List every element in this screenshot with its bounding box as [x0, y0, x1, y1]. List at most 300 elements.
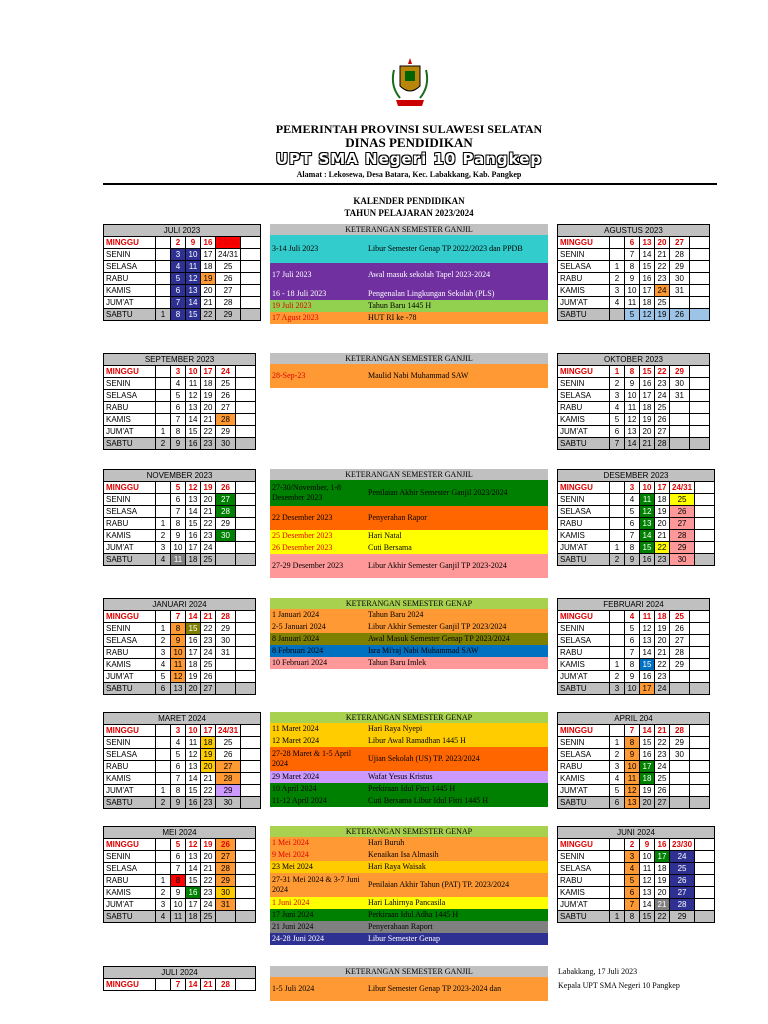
date-cell	[156, 273, 171, 285]
event-row	[270, 621, 548, 633]
date-cell: 25	[670, 863, 695, 875]
date-cell: 16	[186, 635, 201, 647]
date-cell: 12	[186, 749, 201, 761]
event-date: 21 Juni 2024	[270, 921, 366, 933]
event-description: Tahun Baru 2024	[366, 609, 548, 621]
event-description: HUT RI ke -78	[366, 312, 548, 324]
event-table	[270, 598, 548, 669]
day-name: KAMIS	[558, 887, 610, 899]
date-cell	[690, 438, 710, 450]
date-cell: 19	[655, 506, 670, 518]
event-date: 1 Januari 2024	[270, 609, 366, 621]
day-name: SELASA	[558, 261, 610, 273]
date-cell: 23	[201, 635, 216, 647]
event-description: Libur Semester Genap	[366, 933, 548, 945]
date-cell: 10	[171, 647, 186, 659]
date-cell: 30	[216, 635, 236, 647]
date-cell: 30	[216, 530, 236, 542]
calendar-year: TAHUN PELAJARAN 2023/2024	[344, 208, 474, 218]
date-cell	[236, 494, 256, 506]
date-cell: 20	[640, 797, 655, 809]
day-name: JUM'AT	[104, 297, 156, 309]
date-cell: 9	[625, 671, 640, 683]
date-cell	[610, 518, 625, 530]
day-name: KAMIS	[104, 659, 156, 671]
date-cell: 11	[625, 773, 640, 785]
date-cell: 21	[655, 899, 670, 911]
event-table-title: KETERANGAN SEMESTER GANJIL	[270, 224, 548, 235]
day-name: SENIN	[104, 851, 156, 863]
date-cell: 20	[201, 494, 216, 506]
date-cell: 9	[186, 237, 201, 249]
event-description: Perkiraan Idul Fitri 1445 H	[366, 783, 548, 795]
date-cell: 11	[171, 554, 186, 566]
event-description: Hari Raya Nyepi	[366, 723, 548, 735]
event-description: Hari Buruh	[366, 837, 548, 849]
date-cell: 13	[640, 887, 655, 899]
date-cell: 6	[171, 851, 186, 863]
date-cell	[695, 530, 715, 542]
event-table-title: KETERANGAN SEMESTER GENAP	[270, 826, 548, 837]
date-cell: 28	[670, 249, 690, 261]
date-cell: 13	[186, 494, 201, 506]
event-table	[270, 826, 548, 945]
date-cell: 16	[640, 749, 655, 761]
month-title: JULI 2023	[104, 225, 261, 237]
date-cell	[241, 237, 261, 249]
event-date: 17 Juni 2024	[270, 909, 366, 921]
date-cell	[236, 875, 256, 887]
date-cell: 8	[171, 875, 186, 887]
event-row	[270, 364, 548, 388]
event-row	[270, 657, 548, 669]
date-cell: 19	[201, 273, 216, 285]
day-name: KAMIS	[104, 530, 156, 542]
date-cell: 12	[640, 506, 655, 518]
date-cell: 22	[201, 309, 216, 321]
date-cell: 2	[156, 438, 171, 450]
day-name: JUM'AT	[104, 542, 156, 554]
date-cell: 16	[655, 839, 670, 851]
date-cell: 18	[640, 297, 655, 309]
date-cell: 3	[610, 683, 625, 695]
date-cell	[610, 863, 625, 875]
date-cell: 7	[171, 297, 186, 309]
month-table	[103, 224, 261, 321]
date-cell	[610, 839, 625, 851]
date-cell: 21	[655, 530, 670, 542]
date-cell: 3	[156, 647, 171, 659]
date-cell	[695, 911, 715, 923]
event-date: 19 Juli 2023	[270, 300, 366, 312]
date-cell: 21	[201, 979, 216, 991]
date-cell: 29	[670, 659, 690, 671]
date-cell	[241, 273, 261, 285]
date-cell	[670, 797, 690, 809]
date-cell	[695, 875, 715, 887]
date-cell: 20	[201, 285, 216, 297]
event-date: 8 Februari 2024	[270, 645, 366, 657]
date-cell: 7	[625, 530, 640, 542]
date-cell: 2	[156, 635, 171, 647]
date-cell: 17	[640, 761, 655, 773]
date-cell	[236, 979, 256, 991]
date-cell: 24/31	[670, 482, 695, 494]
date-cell	[610, 482, 625, 494]
month-table	[103, 826, 256, 923]
event-table	[270, 353, 548, 388]
date-cell	[695, 482, 715, 494]
date-cell: 26	[670, 623, 690, 635]
event-date: 22 Desember 2023	[270, 506, 366, 530]
day-name: KAMIS	[104, 414, 156, 426]
date-cell: 25	[655, 773, 670, 785]
date-cell: 25	[216, 737, 241, 749]
date-cell	[690, 261, 710, 273]
day-name: SELASA	[558, 863, 610, 875]
date-cell	[156, 378, 171, 390]
date-cell: 28	[655, 438, 670, 450]
date-cell: 6	[625, 518, 640, 530]
date-cell: 6	[610, 797, 625, 809]
event-date: 1 Mei 2024	[270, 837, 366, 849]
date-cell	[156, 761, 171, 773]
date-cell: 13	[171, 683, 186, 695]
month-table	[557, 712, 710, 809]
date-cell	[241, 749, 261, 761]
event-description: Hari Natal	[366, 530, 548, 542]
day-name: SELASA	[104, 261, 156, 273]
date-cell: 5	[171, 839, 186, 851]
date-cell: 3	[610, 285, 625, 297]
event-description: Hari Lahirnya Pancasila	[366, 897, 548, 909]
date-cell: 18	[640, 773, 655, 785]
date-cell: 3	[610, 761, 625, 773]
date-cell: 16	[186, 438, 201, 450]
date-cell: 9	[625, 273, 640, 285]
date-cell: 22	[655, 542, 670, 554]
date-cell: 9	[171, 635, 186, 647]
event-row	[270, 235, 548, 263]
event-row	[270, 795, 548, 807]
date-cell: 17	[640, 285, 655, 297]
date-cell: 3	[625, 851, 640, 863]
date-cell: 16	[640, 554, 655, 566]
date-cell	[670, 426, 690, 438]
event-date: 17 Juli 2023	[270, 263, 366, 287]
event-row	[270, 312, 548, 324]
event-row	[270, 609, 548, 621]
event-description: Kenaikan Isa Almasih	[366, 849, 548, 861]
date-cell	[610, 623, 625, 635]
date-cell	[690, 647, 710, 659]
date-cell: 6	[156, 683, 171, 695]
date-cell	[690, 390, 710, 402]
date-cell: 21	[201, 506, 216, 518]
day-name: SABTU	[558, 683, 610, 695]
date-cell: 4	[610, 402, 625, 414]
date-cell: 22	[201, 875, 216, 887]
date-cell	[670, 414, 690, 426]
date-cell: 30	[670, 378, 690, 390]
day-name: SELASA	[104, 635, 156, 647]
date-cell	[670, 402, 690, 414]
date-cell: 8	[625, 542, 640, 554]
month-table	[557, 826, 715, 923]
date-cell: 23	[655, 273, 670, 285]
date-cell: 17	[201, 249, 216, 261]
date-cell: 9	[625, 378, 640, 390]
date-cell: 15	[186, 518, 201, 530]
date-cell	[236, 390, 256, 402]
date-cell	[236, 839, 256, 851]
day-name: SENIN	[104, 494, 156, 506]
day-name: JUM'AT	[104, 785, 156, 797]
date-cell: 15	[186, 623, 201, 635]
day-name: JUM'AT	[558, 297, 610, 309]
calendar-title: KALENDER PENDIDIKAN	[353, 196, 465, 206]
date-cell: 1	[156, 518, 171, 530]
day-name: RABU	[558, 518, 610, 530]
day-name: RABU	[104, 518, 156, 530]
date-cell: 15	[640, 911, 655, 923]
date-cell: 31	[670, 285, 690, 297]
date-cell: 30	[670, 554, 695, 566]
date-cell: 13	[640, 635, 655, 647]
date-cell: 11	[186, 261, 201, 273]
date-cell	[156, 237, 171, 249]
date-cell: 24	[655, 390, 670, 402]
date-cell	[236, 482, 256, 494]
date-cell: 23	[201, 797, 216, 809]
date-cell: 5	[171, 390, 186, 402]
event-date: 1 Juni 2024	[270, 897, 366, 909]
date-cell	[241, 297, 261, 309]
date-cell: 16	[186, 530, 201, 542]
date-cell	[156, 839, 171, 851]
event-table	[270, 469, 548, 578]
date-cell: 11	[640, 494, 655, 506]
event-table-title: KETERANGAN SEMESTER GANJIL	[270, 469, 548, 480]
month-table	[103, 966, 256, 991]
day-name: KAMIS	[558, 530, 610, 542]
date-cell: 18	[186, 911, 201, 923]
date-cell: 6	[610, 426, 625, 438]
date-cell: 16	[640, 378, 655, 390]
date-cell	[236, 438, 256, 450]
date-cell: 13	[625, 426, 640, 438]
date-cell: 1	[610, 737, 625, 749]
day-name: RABU	[558, 647, 610, 659]
date-cell: 5	[156, 671, 171, 683]
date-cell: 5	[171, 749, 186, 761]
date-cell: 17	[655, 851, 670, 863]
date-cell: 4	[156, 659, 171, 671]
date-cell: 17	[201, 725, 216, 737]
date-cell	[156, 390, 171, 402]
date-cell: 20	[201, 402, 216, 414]
date-cell: 22	[655, 659, 670, 671]
day-name: SENIN	[104, 737, 156, 749]
day-name: SENIN	[104, 623, 156, 635]
date-cell	[241, 309, 261, 321]
date-cell: 20	[186, 683, 201, 695]
date-cell: 4	[156, 911, 171, 923]
event-date: 27-30/November, 1-8 Desember 2023	[270, 480, 366, 506]
date-cell: 13	[640, 518, 655, 530]
date-cell: 10	[625, 390, 640, 402]
event-row	[270, 542, 548, 554]
date-cell: 16	[201, 237, 216, 249]
date-cell	[216, 911, 236, 923]
date-cell: 28	[670, 647, 690, 659]
month-title: AGUSTUS 2023	[558, 225, 710, 237]
date-cell: 28	[216, 297, 241, 309]
date-cell: 29	[216, 785, 241, 797]
day-name: MINGGU	[104, 237, 156, 249]
day-name: SABTU	[104, 911, 156, 923]
day-name: JUM'AT	[558, 426, 610, 438]
date-cell: 1	[156, 785, 171, 797]
date-cell	[156, 366, 171, 378]
date-cell	[241, 761, 261, 773]
date-cell: 27	[670, 635, 690, 647]
date-cell: 8	[625, 737, 640, 749]
date-cell	[695, 851, 715, 863]
date-cell: 2	[156, 797, 171, 809]
date-cell: 5	[610, 785, 625, 797]
date-cell: 25	[670, 611, 690, 623]
date-cell: 11	[186, 378, 201, 390]
event-description: Awal masuk sekolah Tapel 2023-2024	[366, 263, 548, 287]
date-cell	[690, 402, 710, 414]
day-name: JUM'AT	[558, 785, 610, 797]
event-description: Libur Akhir Semester Ganjil TP 2023-2024	[366, 554, 548, 578]
date-cell: 10	[625, 285, 640, 297]
date-cell	[236, 542, 256, 554]
date-cell: 2	[610, 378, 625, 390]
month-title: MARET 2024	[104, 713, 261, 725]
date-cell: 30	[670, 749, 690, 761]
date-cell: 18	[655, 611, 670, 623]
event-description: Penyerahan Rapor	[366, 506, 548, 530]
day-name: SELASA	[558, 749, 610, 761]
date-cell	[236, 414, 256, 426]
date-cell: 14	[186, 414, 201, 426]
date-cell: 7	[171, 611, 186, 623]
date-cell: 17	[186, 647, 201, 659]
date-cell: 3	[171, 725, 186, 737]
day-name: KAMIS	[558, 773, 610, 785]
date-cell	[236, 683, 256, 695]
event-table	[270, 224, 548, 324]
day-name: SELASA	[104, 506, 156, 518]
date-cell	[156, 402, 171, 414]
date-cell	[156, 737, 171, 749]
date-cell: 19	[655, 875, 670, 887]
date-cell: 19	[201, 839, 216, 851]
date-cell: 6	[171, 761, 186, 773]
date-cell: 24	[216, 366, 236, 378]
date-cell: 18	[186, 659, 201, 671]
date-cell: 9	[640, 839, 655, 851]
date-cell: 26	[216, 749, 241, 761]
day-name: MINGGU	[558, 366, 610, 378]
month-table	[103, 598, 256, 695]
month-title: SEPTEMBER 2023	[104, 354, 256, 366]
date-cell: 14	[186, 506, 201, 518]
date-cell: 23	[201, 887, 216, 899]
event-row	[270, 735, 548, 747]
date-cell: 12	[186, 273, 201, 285]
day-name: JUM'AT	[558, 542, 610, 554]
event-description: Cuti Bersama Libur Idul Fitri 1445 H	[366, 795, 548, 807]
date-cell: 27	[670, 887, 695, 899]
date-cell: 4	[156, 554, 171, 566]
date-cell	[236, 426, 256, 438]
date-cell: 24	[201, 542, 216, 554]
date-cell	[610, 237, 625, 249]
date-cell	[610, 725, 625, 737]
day-name: MINGGU	[104, 366, 156, 378]
signature-place-date: Labakkang, 17 Juli 2023	[558, 967, 638, 976]
date-cell: 7	[171, 414, 186, 426]
day-name: SABTU	[558, 438, 610, 450]
event-row	[270, 909, 548, 921]
date-cell: 26	[670, 309, 690, 321]
date-cell	[690, 623, 710, 635]
date-cell	[690, 309, 710, 321]
date-cell	[690, 671, 710, 683]
day-name: KAMIS	[104, 285, 156, 297]
date-cell: 2	[610, 273, 625, 285]
date-cell	[690, 285, 710, 297]
date-cell	[690, 749, 710, 761]
date-cell: 10	[171, 899, 186, 911]
event-date: 29 Maret 2024	[270, 771, 366, 783]
date-cell: 27	[655, 426, 670, 438]
date-cell: 10	[625, 761, 640, 773]
date-cell: 24	[655, 761, 670, 773]
event-description: Libur Semester Genap TP 2023-2024 dan	[366, 977, 548, 1001]
date-cell	[670, 438, 690, 450]
date-cell	[690, 659, 710, 671]
date-cell: 3	[610, 390, 625, 402]
date-cell: 12	[640, 875, 655, 887]
month-table	[103, 712, 261, 809]
event-row	[270, 287, 548, 300]
event-description: Tahun Baru Imlek	[366, 657, 548, 669]
date-cell: 26	[216, 273, 241, 285]
date-cell: 15	[640, 542, 655, 554]
date-cell: 28	[216, 611, 236, 623]
date-cell	[670, 671, 690, 683]
date-cell: 14	[186, 863, 201, 875]
date-cell: 11	[625, 297, 640, 309]
date-cell: 9	[625, 749, 640, 761]
day-name: RABU	[558, 875, 610, 887]
date-cell: 21	[201, 414, 216, 426]
day-name: KAMIS	[104, 773, 156, 785]
date-cell: 28	[216, 506, 236, 518]
signature-role: Kepala UPT SMA Negeri 10 Pangkep	[558, 981, 680, 990]
date-cell: 19	[655, 623, 670, 635]
date-cell: 25	[670, 494, 695, 506]
date-cell: 22	[655, 366, 670, 378]
date-cell: 18	[655, 863, 670, 875]
date-cell: 11	[640, 611, 655, 623]
date-cell: 6	[171, 285, 186, 297]
